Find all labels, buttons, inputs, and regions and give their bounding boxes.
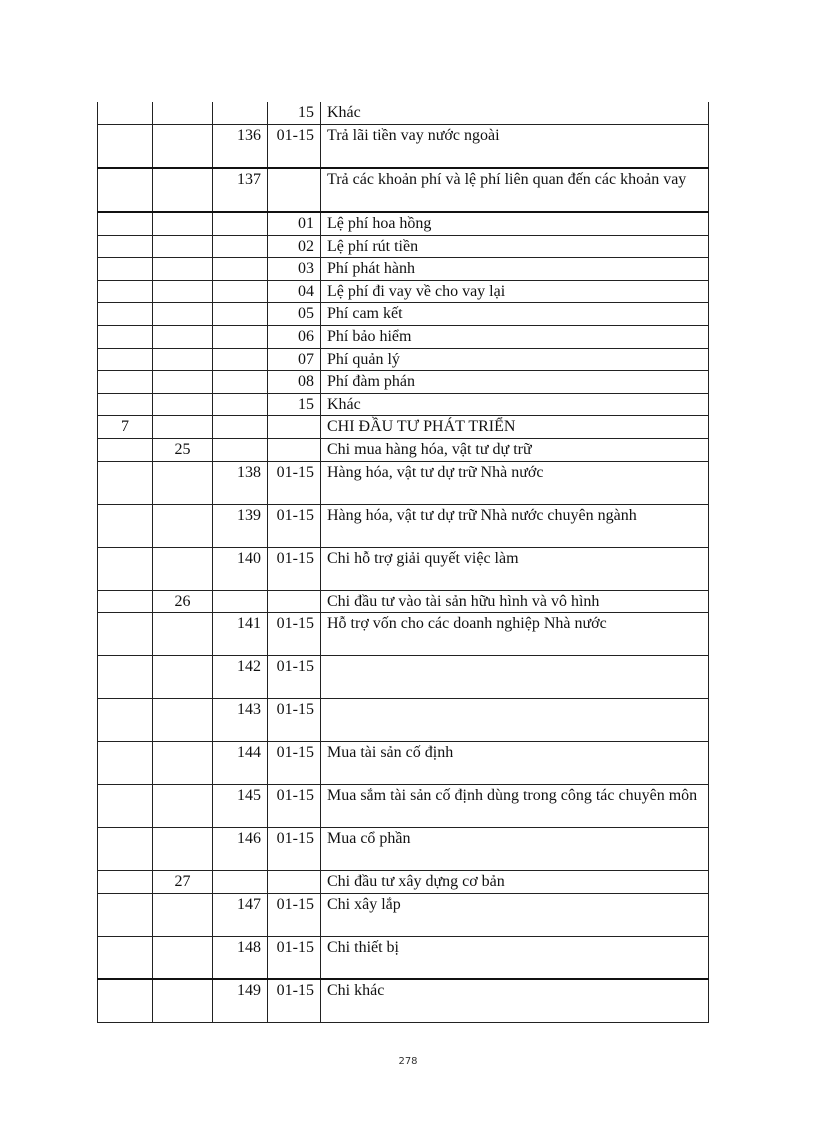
chapter-cell — [98, 258, 153, 281]
group-cell: 27 — [153, 871, 213, 894]
budget-code-table — [97, 102, 709, 1023]
subitem-cell: 01-15 — [268, 893, 321, 936]
item-cell — [213, 303, 268, 326]
table-row — [98, 656, 709, 699]
table-row — [98, 124, 709, 168]
item-cell: 142 — [213, 656, 268, 699]
description-cell: Mua sắm tài sản cố định dùng trong công tác chuyên môn — [321, 785, 709, 828]
item-cell — [213, 258, 268, 281]
group-cell — [153, 212, 213, 235]
item-cell: 146 — [213, 828, 268, 871]
description-cell: Phí đàm phán — [321, 371, 709, 394]
item-cell: 138 — [213, 461, 268, 504]
description-cell: Chi mua hàng hóa, vật tư dự trữ — [321, 439, 709, 462]
subitem-cell: 01-15 — [268, 936, 321, 979]
table-row — [98, 326, 709, 349]
description-cell: Phí quản lý — [321, 348, 709, 371]
item-cell — [213, 871, 268, 894]
subitem-cell: 01-15 — [268, 699, 321, 742]
table-row — [98, 547, 709, 590]
subitem-cell: 03 — [268, 258, 321, 281]
table-row — [98, 258, 709, 281]
item-cell: 145 — [213, 785, 268, 828]
item-cell: 139 — [213, 504, 268, 547]
description-cell: Phí cam kết — [321, 303, 709, 326]
chapter-cell: 7 — [98, 416, 153, 439]
chapter-cell — [98, 393, 153, 416]
item-cell — [213, 212, 268, 235]
subitem-cell: 02 — [268, 235, 321, 258]
description-cell: Mua tài sản cố định — [321, 742, 709, 785]
chapter-cell — [98, 102, 153, 124]
subitem-cell: 07 — [268, 348, 321, 371]
item-cell: 141 — [213, 613, 268, 656]
item-cell: 140 — [213, 547, 268, 590]
subitem-cell: 01-15 — [268, 547, 321, 590]
table-row — [98, 936, 709, 979]
group-cell — [153, 656, 213, 699]
item-cell — [213, 371, 268, 394]
item-cell — [213, 416, 268, 439]
item-cell — [213, 235, 268, 258]
chapter-cell — [98, 871, 153, 894]
table-row — [98, 102, 709, 124]
chapter-cell — [98, 348, 153, 371]
subitem-cell: 01-15 — [268, 504, 321, 547]
chapter-cell — [98, 504, 153, 547]
description-cell: Mua cổ phần — [321, 828, 709, 871]
chapter-cell — [98, 547, 153, 590]
table-row — [98, 871, 709, 894]
chapter-cell — [98, 439, 153, 462]
subitem-cell: 01-15 — [268, 828, 321, 871]
subitem-cell — [268, 416, 321, 439]
description-cell: Chi đầu tư xây dựng cơ bản — [321, 871, 709, 894]
description-cell: Lệ phí rút tiền — [321, 235, 709, 258]
description-cell — [321, 699, 709, 742]
description-cell: Chi đầu tư vào tài sản hữu hình và vô hình — [321, 590, 709, 613]
table-row — [98, 393, 709, 416]
subitem-cell: 01-15 — [268, 785, 321, 828]
item-cell: 136 — [213, 124, 268, 168]
group-cell — [153, 416, 213, 439]
chapter-cell — [98, 212, 153, 235]
description-cell: Lệ phí hoa hồng — [321, 212, 709, 235]
group-cell — [153, 828, 213, 871]
description-cell: Trả lãi tiền vay nước ngoài — [321, 124, 709, 168]
group-cell — [153, 461, 213, 504]
group-cell — [153, 124, 213, 168]
subitem-cell — [268, 439, 321, 462]
subitem-cell: 01-15 — [268, 742, 321, 785]
subitem-cell: 01 — [268, 212, 321, 235]
subitem-cell: 01-15 — [268, 656, 321, 699]
table-row — [98, 235, 709, 258]
table-row — [98, 461, 709, 504]
description-cell: Chi thiết bị — [321, 936, 709, 979]
chapter-cell — [98, 235, 153, 258]
group-cell — [153, 102, 213, 124]
chapter-cell — [98, 326, 153, 349]
table-row — [98, 439, 709, 462]
subitem-cell: 05 — [268, 303, 321, 326]
group-cell — [153, 280, 213, 303]
subitem-cell: 15 — [268, 393, 321, 416]
description-cell: Chi khác — [321, 979, 709, 1022]
chapter-cell — [98, 979, 153, 1022]
table-row — [98, 371, 709, 394]
table-row — [98, 893, 709, 936]
group-cell — [153, 979, 213, 1022]
group-cell — [153, 504, 213, 547]
item-cell — [213, 439, 268, 462]
description-cell: Hàng hóa, vật tư dự trữ Nhà nước — [321, 461, 709, 504]
description-cell: Khác — [321, 393, 709, 416]
description-cell: CHI ĐẦU TƯ PHÁT TRIỂN — [321, 416, 709, 439]
group-cell — [153, 742, 213, 785]
chapter-cell — [98, 280, 153, 303]
item-cell — [213, 280, 268, 303]
table-row — [98, 613, 709, 656]
description-cell: Phí bảo hiểm — [321, 326, 709, 349]
table-row — [98, 212, 709, 235]
chapter-cell — [98, 371, 153, 394]
description-cell: Khác — [321, 102, 709, 124]
chapter-cell — [98, 124, 153, 168]
subitem-cell — [268, 590, 321, 613]
subitem-cell: 01-15 — [268, 124, 321, 168]
group-cell — [153, 393, 213, 416]
item-cell — [213, 393, 268, 416]
table-row — [98, 785, 709, 828]
subitem-cell: 01-15 — [268, 979, 321, 1022]
group-cell — [153, 699, 213, 742]
table-row — [98, 699, 709, 742]
chapter-cell — [98, 613, 153, 656]
group-cell — [153, 613, 213, 656]
item-cell: 137 — [213, 168, 268, 212]
item-cell — [213, 590, 268, 613]
table-row — [98, 348, 709, 371]
subitem-cell — [268, 871, 321, 894]
table-row — [98, 168, 709, 212]
chapter-cell — [98, 168, 153, 212]
item-cell: 147 — [213, 893, 268, 936]
chapter-cell — [98, 461, 153, 504]
table-row — [98, 979, 709, 1022]
group-cell — [153, 785, 213, 828]
chapter-cell — [98, 936, 153, 979]
description-cell: Hỗ trợ vốn cho các doanh nghiệp Nhà nước — [321, 613, 709, 656]
subitem-cell: 01-15 — [268, 613, 321, 656]
description-cell: Chi hỗ trợ giải quyết việc làm — [321, 547, 709, 590]
chapter-cell — [98, 893, 153, 936]
table-row — [98, 504, 709, 547]
chapter-cell — [98, 303, 153, 326]
chapter-cell — [98, 742, 153, 785]
description-cell: Hàng hóa, vật tư dự trữ Nhà nước chuyên ngành — [321, 504, 709, 547]
item-cell: 144 — [213, 742, 268, 785]
item-cell — [213, 326, 268, 349]
group-cell — [153, 303, 213, 326]
page-number: 278 — [398, 1056, 418, 1067]
group-cell — [153, 893, 213, 936]
table-row — [98, 280, 709, 303]
group-cell — [153, 936, 213, 979]
table-row — [98, 416, 709, 439]
group-cell — [153, 547, 213, 590]
item-cell: 143 — [213, 699, 268, 742]
item-cell — [213, 348, 268, 371]
group-cell: 25 — [153, 439, 213, 462]
chapter-cell — [98, 785, 153, 828]
subitem-cell: 15 — [268, 102, 321, 124]
table-row — [98, 303, 709, 326]
chapter-cell — [98, 590, 153, 613]
subitem-cell: 04 — [268, 280, 321, 303]
chapter-cell — [98, 656, 153, 699]
subitem-cell: 06 — [268, 326, 321, 349]
table-row — [98, 828, 709, 871]
description-cell: Lệ phí đi vay về cho vay lại — [321, 280, 709, 303]
chapter-cell — [98, 699, 153, 742]
table-row — [98, 590, 709, 613]
subitem-cell: 08 — [268, 371, 321, 394]
description-cell: Phí phát hành — [321, 258, 709, 281]
group-cell — [153, 258, 213, 281]
group-cell — [153, 326, 213, 349]
group-cell — [153, 371, 213, 394]
item-cell: 149 — [213, 979, 268, 1022]
item-cell: 148 — [213, 936, 268, 979]
subitem-cell — [268, 168, 321, 212]
group-cell — [153, 235, 213, 258]
description-cell: Chi xây lắp — [321, 893, 709, 936]
group-cell: 26 — [153, 590, 213, 613]
subitem-cell: 01-15 — [268, 461, 321, 504]
group-cell — [153, 348, 213, 371]
description-cell — [321, 656, 709, 699]
group-cell — [153, 168, 213, 212]
table-row — [98, 742, 709, 785]
item-cell — [213, 102, 268, 124]
description-cell: Trả các khoản phí và lệ phí liên quan đến các khoản vay — [321, 168, 709, 212]
chapter-cell — [98, 828, 153, 871]
